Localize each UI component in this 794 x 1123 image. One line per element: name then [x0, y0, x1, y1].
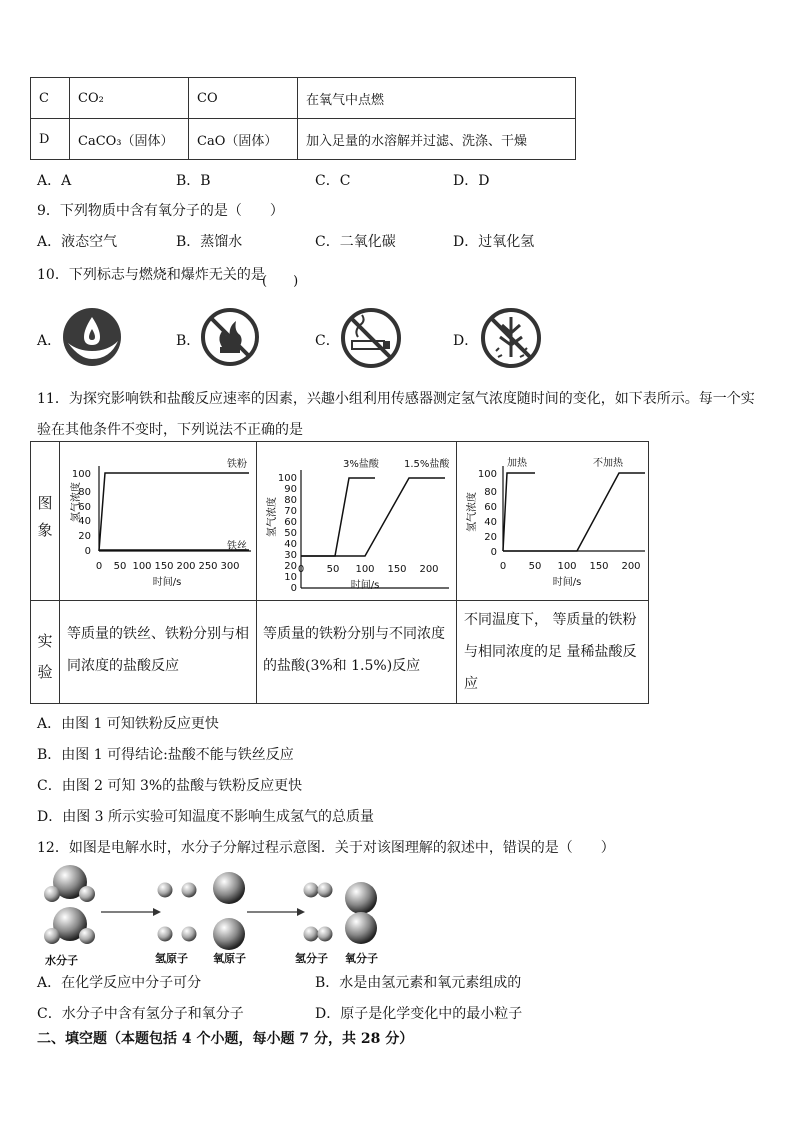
q10-option-d[interactable]: D．	[453, 333, 479, 349]
chart-iron-powder-vs-wire	[67, 452, 253, 597]
q12-option-d[interactable]: D．原子是化学变化中的最小粒子	[315, 1006, 523, 1022]
q11-stem-line2: 验在其他条件不变时，下列说法不正确的是	[37, 422, 303, 438]
svg-text:200: 200	[621, 561, 641, 572]
svg-text:100: 100	[277, 473, 297, 484]
no-smoking-sign-icon	[340, 307, 402, 369]
svg-text:100: 100	[557, 561, 577, 572]
svg-text:40: 40	[484, 517, 497, 528]
label-hydrogen-atom: 氢原子	[155, 952, 188, 965]
q8-option-a[interactable]: A．A	[37, 173, 72, 189]
svg-text:时间/s: 时间/s	[350, 580, 380, 591]
series-line-iron-powder	[99, 473, 249, 551]
svg-text:50: 50	[284, 528, 297, 539]
svg-text:0: 0	[290, 583, 297, 594]
cell-method: 加入足量的水溶解并过滤、洗涤、干燥	[298, 119, 576, 160]
series-label: 3%盐酸	[343, 459, 379, 470]
arrow-icon	[297, 908, 305, 916]
water-drop-sign-icon	[62, 307, 122, 367]
hydrogen-atom-icon	[158, 883, 197, 942]
no-open-flame-sign-icon	[200, 307, 260, 367]
xtick: 150	[154, 561, 174, 572]
svg-text:200: 200	[419, 564, 439, 575]
q9-stem: 9．下列物质中含有氧分子的是（ ）	[37, 203, 284, 219]
exp2-description: 等质量的铁粉分别与不同浓度 的盐酸(3%和 1.5%)反应	[263, 626, 445, 674]
xtick: 250	[198, 561, 218, 572]
xtick: 200	[176, 561, 196, 572]
xtick: 300	[220, 561, 240, 572]
q10-option-c[interactable]: C．	[315, 333, 340, 349]
cell-impurity: CO	[189, 78, 298, 119]
cell-impurity: CaO（固体）	[189, 119, 298, 160]
series-line-1.5pct	[301, 478, 445, 556]
svg-text:0: 0	[499, 561, 507, 572]
svg-text:0: 0	[297, 564, 305, 575]
series-line-heated	[503, 473, 535, 551]
hydrogen-molecule-icon	[304, 883, 333, 942]
svg-text:150: 150	[589, 561, 609, 572]
chart2-xaxis	[263, 550, 453, 600]
ytick: 60	[78, 502, 91, 513]
ytick: 100	[71, 469, 91, 480]
cell-substance: CaCO₃（固体）	[70, 119, 189, 160]
q8-option-c[interactable]: C．C	[315, 173, 351, 189]
q10-option-b[interactable]: B．	[176, 333, 201, 349]
svg-text:50: 50	[528, 561, 542, 572]
q12-stem: 12．如图是电解水时，水分子分解过程示意图．关于对该图理解的叙述中，错误的是（ ）	[37, 840, 615, 856]
table-row	[31, 119, 576, 160]
row-label: D	[31, 119, 70, 160]
electrolysis-diagram	[37, 862, 407, 967]
q10-paren: ( )	[262, 274, 299, 289]
svg-text:90: 90	[284, 484, 297, 495]
svg-text:100: 100	[355, 564, 375, 575]
series-line-not-heated	[503, 473, 645, 551]
ytick: 80	[78, 487, 91, 498]
chart1-ylabel: 氢气浓度	[71, 482, 82, 522]
exp3-description: 不同温度下， 等质量的铁粉 与相同浓度的足 量稀盐酸反 应	[464, 612, 637, 692]
exp1-description: 等质量的铁丝、铁粉分别与相 同浓度的盐酸反应	[67, 626, 249, 674]
svg-text:40: 40	[284, 539, 297, 550]
series-label: 不加热	[593, 458, 623, 469]
series-label: 铁丝	[227, 541, 247, 552]
no-fireworks-sign-icon	[480, 307, 542, 369]
xtick: 0	[95, 561, 103, 572]
svg-text:时间/s: 时间/s	[552, 577, 582, 588]
svg-text:30: 30	[284, 550, 297, 561]
q12-option-a[interactable]: A．在化学反应中分子可分	[37, 975, 202, 991]
q10-stem: 10．下列标志与燃烧和爆炸无关的是	[37, 267, 265, 283]
oxygen-molecule-icon	[345, 882, 377, 944]
cell-substance: CO₂	[70, 78, 189, 119]
svg-text:80: 80	[484, 487, 497, 498]
svg-text:20: 20	[284, 561, 297, 572]
ytick: 20	[78, 531, 91, 542]
water-molecule-icon	[44, 907, 95, 944]
chart3-ylabel: 氢气浓度	[467, 492, 478, 532]
svg-text:70: 70	[284, 506, 297, 517]
q11-option-b[interactable]: B．由图 1 可得结论:盐酸不能与铁丝反应	[37, 747, 294, 763]
section-heading: 二、填空题（本题包括 4 个小题，每小题 7 分，共 28 分）	[37, 1031, 414, 1047]
q10-option-a[interactable]: A．	[37, 333, 62, 349]
xtick: 50	[113, 561, 127, 572]
svg-text:10: 10	[284, 572, 297, 583]
svg-text:20: 20	[484, 532, 497, 543]
q8-option-d[interactable]: D．D	[453, 173, 490, 189]
label-hydrogen-molecule: 氢分子	[295, 952, 328, 965]
row-label: C	[31, 78, 70, 119]
q9-option-d[interactable]: D．过氧化氢	[453, 234, 535, 250]
q9-option-b[interactable]: B．蒸馏水	[176, 234, 243, 250]
xtick: 100	[132, 561, 152, 572]
q11-option-c[interactable]: C．由图 2 可知 3%的盐酸与铁粉反应更快	[37, 778, 303, 794]
q11-stem-line1: 11．为探究影响铁和盐酸反应速率的因素，兴趣小组利用传感器测定氢气浓度随时间的变化，如下表所示。每一个实	[37, 391, 755, 407]
label-oxygen-atom: 氧原子	[213, 952, 246, 965]
svg-text:50: 50	[326, 564, 340, 575]
svg-text:100: 100	[477, 469, 497, 480]
svg-text:0: 0	[490, 547, 497, 558]
label-water-molecule: 水分子	[45, 954, 78, 967]
series-label: 铁粉	[227, 459, 247, 470]
q12-option-b[interactable]: B．水是由氢元素和氧元素组成的	[315, 975, 522, 991]
svg-text:60: 60	[484, 502, 497, 513]
cell-method: 在氧气中点燃	[298, 78, 576, 119]
series-line-3pct	[301, 478, 375, 556]
svg-text:150: 150	[387, 564, 407, 575]
series-label: 加热	[507, 458, 527, 469]
water-molecule-icon	[44, 865, 95, 902]
ytick: 40	[78, 516, 91, 527]
q11-experiment-table	[30, 441, 649, 704]
q11-option-d[interactable]: D．由图 3 所示实验可知温度不影响生成氢气的总质量	[37, 809, 375, 825]
q9-option-c[interactable]: C．二氧化碳	[315, 234, 396, 250]
oxygen-atom-icon	[213, 872, 245, 950]
q12-option-c[interactable]: C．水分子中含有氢分子和氧分子	[37, 1006, 244, 1022]
ytick: 0	[84, 546, 91, 557]
series-label: 1.5%盐酸	[404, 459, 450, 470]
q11-option-a[interactable]: A．由图 1 可知铁粉反应更快	[37, 716, 219, 732]
row-label-experiment: 实 验	[37, 632, 53, 681]
svg-text:80: 80	[284, 495, 297, 506]
table-row	[31, 78, 576, 119]
label-oxygen-molecule: 氧分子	[345, 952, 378, 965]
q8-option-b[interactable]: B．B	[176, 173, 211, 189]
options-table	[30, 77, 576, 160]
row-label-graph: 图 象	[37, 494, 53, 539]
chart2-ylabel: 氢气浓度	[267, 497, 278, 537]
svg-text:60: 60	[284, 517, 297, 528]
chart-heating	[463, 452, 649, 597]
xlabel: 时间/s	[152, 577, 182, 588]
q9-option-a[interactable]: A．液态空气	[37, 234, 118, 250]
arrow-icon	[153, 908, 161, 916]
